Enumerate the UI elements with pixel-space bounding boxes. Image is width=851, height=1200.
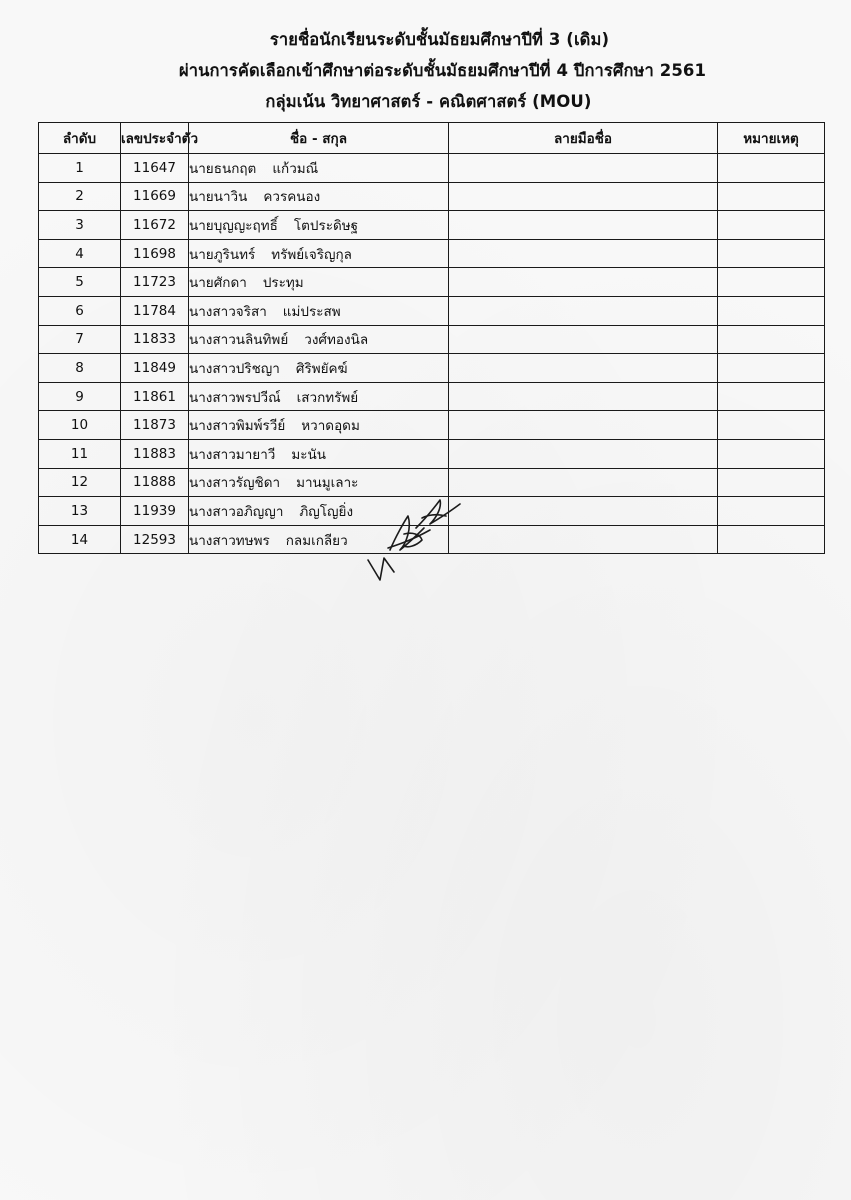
table-row <box>39 211 825 240</box>
row-number-cell: 2 <box>39 182 121 211</box>
table-row <box>39 182 825 211</box>
row-number-cell: 13 <box>39 497 121 526</box>
note-cell <box>718 239 825 268</box>
student-last-name: หวาดอุดม <box>301 418 360 435</box>
signature-cell <box>449 468 718 497</box>
student-name-cell <box>189 354 449 383</box>
row-number-cell: 8 <box>39 354 121 383</box>
student-last-name: วงศ์ทองนิล <box>304 332 369 349</box>
signature-cell <box>449 382 718 411</box>
student-last-name: ภิญโญยิ่ง <box>299 503 354 520</box>
student-last-name: ศิริพยัคฆ์ <box>295 360 348 377</box>
student-first-name: นางสาวพรปวีณ์ <box>189 389 281 406</box>
note-cell <box>718 211 825 240</box>
signature-cell <box>449 354 718 383</box>
header-title-line-1: รายชื่อนักเรียนระดับชั้นมัธยมศึกษาปีที่ 3 (เดิม) <box>269 30 610 49</box>
note-cell <box>718 468 825 497</box>
row-number-cell: 4 <box>39 239 121 268</box>
note-cell <box>718 296 825 325</box>
signature-cell <box>449 439 718 468</box>
table-header-row <box>39 123 825 154</box>
student-id-cell: 11873 <box>121 411 189 440</box>
student-name-cell <box>189 239 449 268</box>
student-first-name: นางสาวทษพร <box>189 532 270 549</box>
row-number-cell: 12 <box>39 468 121 497</box>
note-cell <box>718 382 825 411</box>
student-first-name: นายธนกฤต <box>189 160 257 177</box>
student-name-cell <box>189 211 449 240</box>
signature-cell <box>449 325 718 354</box>
student-name-cell <box>189 182 449 211</box>
header-title-line-3: กลุ่มเน้น วิทยาศาสตร์ - คณิตศาสตร์ (MOU) <box>265 92 592 111</box>
note-cell <box>718 268 825 297</box>
student-name-cell <box>189 325 449 354</box>
student-first-name: นางสาวปริชญา <box>189 360 280 377</box>
student-id-cell: 11883 <box>121 439 189 468</box>
student-id-cell: 11849 <box>121 354 189 383</box>
column-header-name: ชื่อ - สกุล <box>189 123 449 154</box>
note-cell <box>718 525 825 554</box>
signature-cell <box>449 239 718 268</box>
table-row <box>39 354 825 383</box>
student-first-name: นางสาวมายาวี <box>189 446 276 463</box>
signature-cell <box>449 154 718 183</box>
student-last-name: มานมูเลาะ <box>296 475 359 492</box>
student-name-cell <box>189 296 449 325</box>
student-id-cell: 11647 <box>121 154 189 183</box>
student-id-cell: 11888 <box>121 468 189 497</box>
student-id-cell: 11723 <box>121 268 189 297</box>
note-cell <box>718 439 825 468</box>
student-id-cell: 11939 <box>121 497 189 526</box>
header-title-line-2: ผ่านการคัดเลือกเข้าศึกษาต่อระดับชั้นมัธยมศึกษาปีที่ 4 ปีการศึกษา 2561 <box>178 61 707 80</box>
signature-cell <box>449 411 718 440</box>
student-name-cell <box>189 439 449 468</box>
signature-cell <box>449 268 718 297</box>
note-cell <box>718 154 825 183</box>
row-number-cell: 11 <box>39 439 121 468</box>
student-first-name: นางสาวจริสา <box>189 303 267 320</box>
student-id-cell: 11672 <box>121 211 189 240</box>
handwritten-signature <box>360 488 470 588</box>
note-cell <box>718 182 825 211</box>
table-row <box>39 382 825 411</box>
table-row <box>39 296 825 325</box>
student-name-cell <box>189 154 449 183</box>
student-last-name: กลมเกลียว <box>285 532 348 549</box>
student-last-name: โตประดิษฐ <box>293 217 359 234</box>
student-name-cell <box>189 382 449 411</box>
student-first-name: นายบุญญะฤทธิ์ <box>189 217 278 234</box>
row-number-cell: 7 <box>39 325 121 354</box>
student-last-name: แม่ประสพ <box>282 303 341 320</box>
table-row <box>39 325 825 354</box>
student-id-cell: 11861 <box>121 382 189 411</box>
student-last-name: ควรคนอง <box>263 189 321 206</box>
student-id-cell: 11698 <box>121 239 189 268</box>
row-number-cell: 1 <box>39 154 121 183</box>
student-last-name: ประทุม <box>262 275 304 292</box>
student-last-name: ทรัพย์เจริญกุล <box>271 246 352 263</box>
student-last-name: เสวกทรัพย์ <box>296 389 359 406</box>
note-cell <box>718 325 825 354</box>
student-first-name: นายนาวิน <box>189 189 248 206</box>
student-first-name: นางสาวนลินทิพย์ <box>189 332 289 349</box>
signature-cell <box>449 497 718 526</box>
note-cell <box>718 497 825 526</box>
table-row <box>39 239 825 268</box>
column-header-note: หมายเหตุ <box>718 123 825 154</box>
table-row <box>39 439 825 468</box>
student-name-cell <box>189 411 449 440</box>
column-header-signature: ลายมือชื่อ <box>449 123 718 154</box>
signature-cell <box>449 296 718 325</box>
student-last-name: มะนัน <box>291 446 326 463</box>
note-cell <box>718 411 825 440</box>
student-name-cell <box>189 268 449 297</box>
note-cell <box>718 354 825 383</box>
table-row <box>39 268 825 297</box>
signature-cell <box>449 525 718 554</box>
student-id-cell: 11833 <box>121 325 189 354</box>
column-header-no: ลำดับ <box>39 123 121 154</box>
student-id-cell: 11669 <box>121 182 189 211</box>
student-first-name: นางสาวพิมพ์รวีย์ <box>189 418 286 435</box>
student-first-name: นายภูรินทร์ <box>189 246 256 263</box>
student-id-cell: 11784 <box>121 296 189 325</box>
column-header-id: เลขประจำตัว <box>121 123 189 154</box>
row-number-cell: 10 <box>39 411 121 440</box>
row-number-cell: 14 <box>39 525 121 554</box>
student-first-name: นางสาวอภิญญา <box>189 503 284 520</box>
student-first-name: นางสาวรัญชิดา <box>189 475 281 492</box>
student-last-name: แก้วมณี <box>272 160 319 177</box>
table-row <box>39 154 825 183</box>
row-number-cell: 5 <box>39 268 121 297</box>
signature-cell <box>449 182 718 211</box>
signature-cell <box>449 211 718 240</box>
document-header <box>0 24 851 117</box>
table-row <box>39 411 825 440</box>
row-number-cell: 3 <box>39 211 121 240</box>
student-first-name: นายศักดา <box>189 275 247 292</box>
student-id-cell: 12593 <box>121 525 189 554</box>
row-number-cell: 6 <box>39 296 121 325</box>
row-number-cell: 9 <box>39 382 121 411</box>
